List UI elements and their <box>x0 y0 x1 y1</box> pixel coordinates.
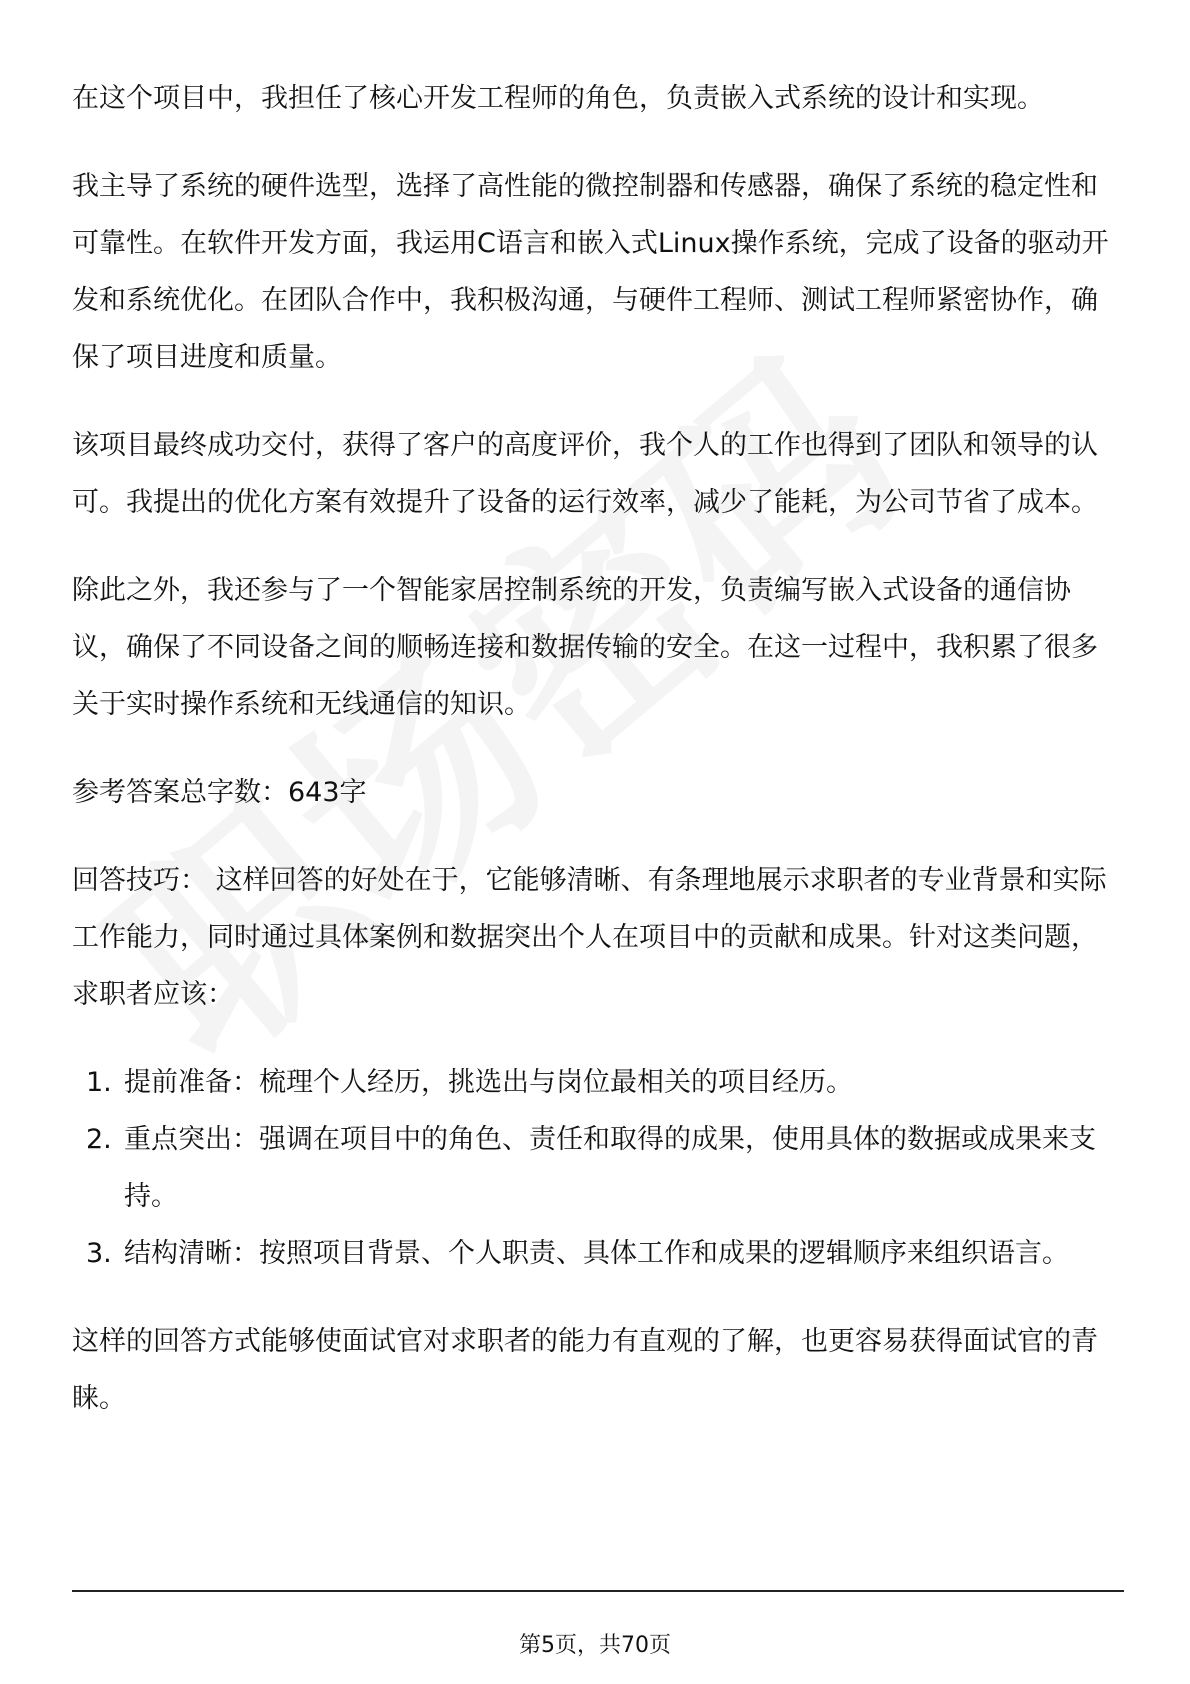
list-item-text: 结构清晰：按照项目背景、个人职责、具体工作和成果的逻辑顺序来组织语言。 <box>124 1238 1069 1269</box>
page-number: 第5页，共70页 <box>519 1633 671 1658</box>
list-item <box>72 1225 1124 1282</box>
paragraph-result: 该项目最终成功交付，获得了客户的高度评价，我个人的工作也得到了团队和领导的认可。我提出的优化方案有效提升了设备的运行效率，减少了能耗，为公司节省了成本。 <box>72 430 1098 518</box>
tips-list <box>72 1054 1124 1282</box>
tips-intro: 回答技巧： 这样回答的好处在于，它能够清晰、有条理地展示求职者的专业背景和实际工作能力，同时通过具体案例和数据突出个人在项目中的贡献和成果。针对这类问题，求职者应该： <box>72 865 1107 1010</box>
paragraph-role: 在这个项目中，我担任了核心开发工程师的角色，负责嵌入式系统的设计和实现。 <box>72 83 1044 114</box>
list-item-number: 2. <box>86 1124 112 1155</box>
list-item-text: 提前准备：梳理个人经历，挑选出与岗位最相关的项目经历。 <box>124 1067 853 1098</box>
paragraph-smart-home: 除此之外，我还参与了一个智能家居控制系统的开发，负责编写嵌入式设备的通信协议，确保了不同设备之间的顺畅连接和数据传输的安全。在这一过程中，我积累了很多关于实时操作系统和无线通信的知识。 <box>72 575 1098 720</box>
list-item-text: 重点突出：强调在项目中的角色、责任和取得的成果，使用具体的数据或成果来支持。 <box>124 1124 1096 1212</box>
list-item-number: 3. <box>86 1238 112 1269</box>
document-body <box>72 70 1124 1458</box>
footer-divider <box>72 1590 1124 1592</box>
list-item <box>72 1111 1124 1225</box>
paragraph-hardware-software: 我主导了系统的硬件选型，选择了高性能的微控制器和传感器，确保了系统的稳定性和可靠性。在软件开发方面，我运用C语言和嵌入式Linux操作系统，完成了设备的驱动开发和系统优化。在团队合作中，我积极沟通，与硬件工程师、测试工程师紧密协作，确保了项目进度和质量。 <box>72 171 1109 373</box>
word-count: 参考答案总字数：643字 <box>72 777 367 808</box>
paragraph-conclusion: 这样的回答方式能够使面试官对求职者的能力有直观的了解，也更容易获得面试官的青睐。 <box>72 1326 1098 1414</box>
list-item <box>72 1054 1124 1111</box>
list-item-number: 1. <box>86 1067 112 1098</box>
